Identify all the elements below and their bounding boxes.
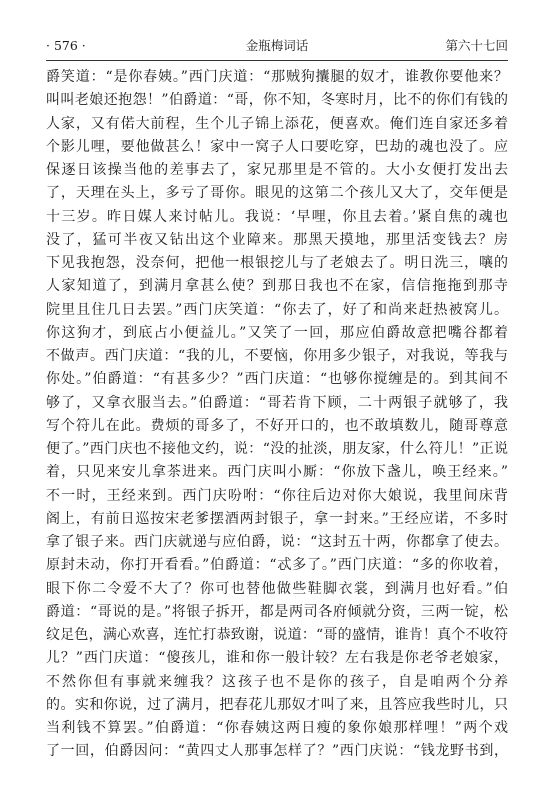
text-line: 原封未动，你打开看看。”伯爵道：“忒多了。”西门庆道：“多的你收着， (46, 557, 508, 574)
text-line: 眼下你二令爱不大了？你可也替他做些鞋脚衣裳，到满月也好看。”伯 (46, 580, 508, 597)
page-number: · 576 · (46, 38, 86, 53)
book-title: 金瓶梅词话 (245, 38, 309, 53)
text-line: 你处。”伯爵道：“有甚多少？”西门庆道：“也够你搅缠是的。到其间不 (46, 371, 508, 388)
text-line: 爵笑道：“是你春姨。”西门庆道：“那贼狗攮腿的奴才，谁教你要他来？ (46, 69, 508, 85)
text-line: 没了，猛可半夜又钻出这个业障来。那黑天摸地，那里活变钱去？房 (46, 231, 508, 248)
text-line: 爵道：“哥说的是。”将银子拆开，都是两司各府倾就分资，三两一锭，松 (46, 603, 508, 620)
text-line: 拿了银子来。西门庆就递与应伯爵，说：“这封五十两，你都拿了使去。 (46, 534, 508, 550)
text-line: 儿？”西门庆道：“傻孩儿，谁和你一般计较？左右我是你老爷老娘家， (46, 650, 508, 667)
text-line: 不然你但有事就来缠我？这孩子也不是你的孩子，自是咱两个分养 (46, 673, 508, 690)
text-line: 了，天理在头上，多亏了哥你。眼见的这第二个孩儿又大了，交年便是 (46, 185, 508, 202)
text-line: 你这狗才，到底占小便益儿。”又笑了一回，那应伯爵故意把嘴谷都着 (46, 324, 508, 341)
text-line: 纹足色，满心欢喜，连忙打恭致谢，说道：“哥的盛情，谁肯！真个不收符 (46, 627, 508, 643)
text-line: 阁上，有前日巡按宋老爹摆酒两封银子，拿一封来。”王经应诺，不多时 (46, 510, 508, 527)
text-line: 保逐日该操当他的差事去了，家兄那里是不管的。大小女便打发出去 (46, 162, 508, 178)
text-line: 院里且住几日去罢。”西门庆笑道：“你去了，好了和尚来赶热被窝儿。 (46, 301, 508, 318)
text-line: 的。实和你说，过了满月，把春花儿那奴才叫了来，且答应我些时儿，只 (46, 696, 508, 713)
text-line: 叫叫老娘还抱怨！”伯爵道：“哥，你不知，冬寒时月，比不的你们有钱的 (46, 92, 508, 109)
text-line: 人家知道了，到满月拿甚么使？到那日我也不在家，信信拖拖到那寺 (46, 278, 508, 295)
text-line: 了一回，伯爵因问：“黄四丈人那事怎样了？”西门庆说：“钱龙野书到， (46, 743, 508, 760)
text-line: 便了。”西门庆也不接他文约，说：“没的扯淡，朋友家，什么符儿！”正说 (46, 441, 508, 457)
text-line: 个影儿哩，要他做甚么！家中一窝子人口要吃穿，巴劫的魂也没了。应 (46, 138, 508, 155)
text-line: 当利钱不算罢。”伯爵道：“你春姨这两日瘦的象你娘那样哩！”两个戏 (46, 720, 508, 736)
text-line: 不一时，王经来到。西门庆吩咐：“你往后边对你大娘说，我里间床背 (46, 487, 508, 504)
chapter-title: 第六十七回 (445, 38, 508, 53)
text-line: 人家，又有偌大前程，生个儿子锦上添花，便喜欢。俺们连自家还多着 (46, 115, 508, 132)
running-header (46, 36, 508, 56)
body-text (46, 66, 508, 764)
text-line: 不做声。西门庆道：“我的儿，不要恼，你用多少银子，对我说，等我与 (46, 348, 508, 364)
header-rule (46, 60, 508, 61)
text-line: 下见我抱怨，没奈何，把他一根银挖儿与了老娘去了。明日洗三，嚷的 (46, 255, 508, 271)
text-line: 着，只见来安儿拿茶进来。西门庆叫小厮：“你放下盏儿，唤王经来。” (46, 464, 508, 481)
text-line: 够了，又拿衣服当去。”伯爵道：“哥若肯下顾，二十两银子就够了，我 (46, 394, 508, 411)
text-line: 十三岁。昨日媒人来讨帖儿。我说：‘早哩，你且去着。’紧自焦的魂也 (46, 208, 508, 225)
text-line: 写个符儿在此。费烦的哥多了，不好开口的，也不敢填数儿，随哥尊意 (46, 417, 508, 434)
